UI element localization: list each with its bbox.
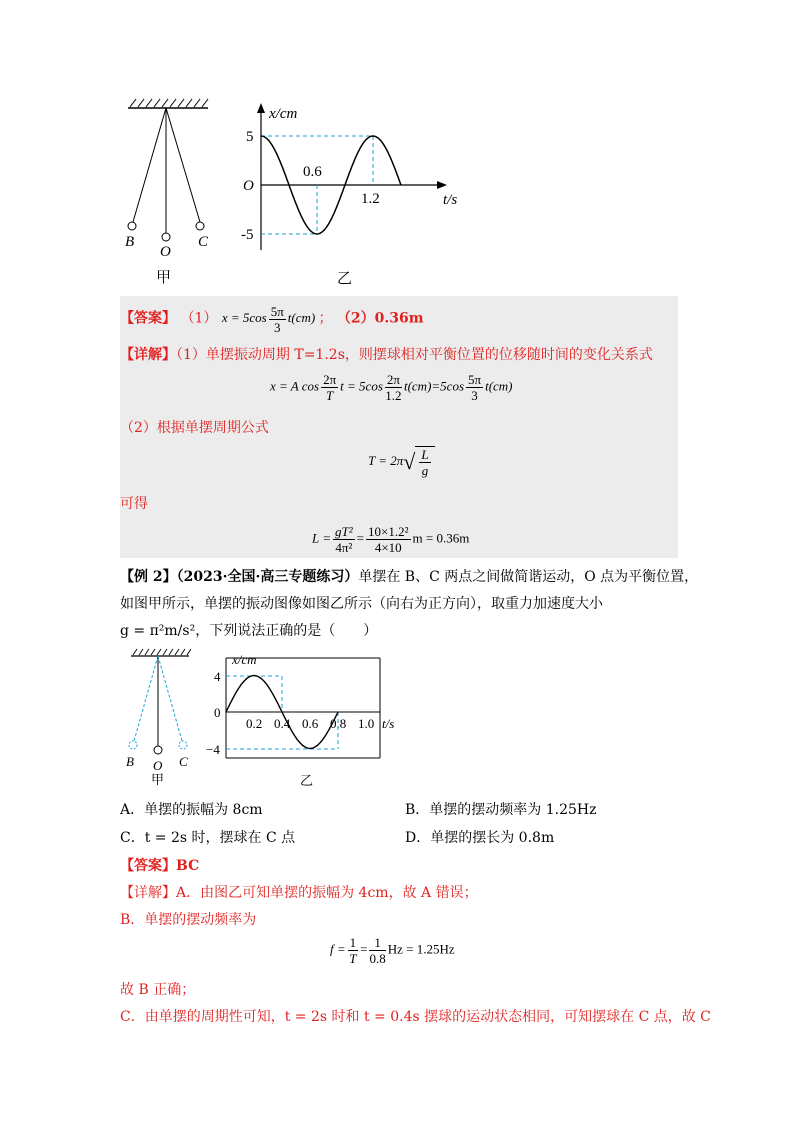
y-axis-label: x/cm [269, 106, 298, 122]
answer1-part2: （2）0.36m [336, 310, 424, 327]
example2-q2: 如图甲所示，单摆的振动图像如图乙所示（向右为正方向），取重力加速度大小 [120, 596, 603, 612]
eq2-n: L [421, 447, 429, 462]
eq3-a: L = [312, 530, 332, 546]
y-axis-label: x/cm [232, 652, 257, 667]
label-o: O [160, 244, 171, 260]
xtick-4: 1.0 [358, 716, 375, 731]
detail2-eq [330, 935, 455, 966]
option-a[interactable]: A．单摆的振幅为 8cm [120, 802, 263, 818]
bob-b [129, 741, 137, 749]
detail1-part2: （2）根据单摆周期公式 [120, 420, 269, 436]
string-b [133, 108, 166, 222]
eq2-d: g [421, 463, 429, 478]
ytick-neg: -5 [241, 227, 254, 243]
label-o: O [153, 758, 163, 773]
label-c: C [179, 754, 188, 769]
label-c: C [198, 234, 209, 250]
caption-yi: 乙 [337, 271, 353, 287]
xtick-2: 0.6 [302, 716, 319, 731]
x-axis-arrow [437, 181, 447, 189]
ytick-pos: 4 [214, 669, 221, 684]
eq1-a: x = A cos [270, 378, 320, 394]
bob-c [196, 222, 204, 230]
answer1-formula [221, 304, 319, 335]
eq1-f1n: 2π [323, 372, 337, 387]
caption-yi: 乙 [300, 773, 314, 788]
d2eq-f2n: 1 [369, 935, 385, 951]
detail1-eq2 [368, 446, 435, 478]
figure1-pendulum [120, 96, 220, 286]
example2-q1: 单摆在 B、C 两点之间做简谐运动，O 点为平衡位置， [358, 569, 699, 585]
eq3-f2d: 4×10 [374, 540, 402, 555]
xtick-3: 0.8 [330, 716, 347, 731]
figure2-graph [206, 650, 410, 790]
example2-line1 [120, 567, 698, 587]
detail1-label: 【详解】 [120, 347, 176, 363]
eq1-f3d: 3 [471, 388, 478, 403]
ceiling-hatch [133, 649, 191, 655]
label-b: B [125, 234, 135, 250]
d2eq-a: f = [330, 941, 346, 957]
eq1-f2d: 1.2 [385, 388, 402, 403]
answer1-frac-num: 5π [270, 304, 284, 319]
eq3-c: m = 0.36m [412, 530, 470, 546]
xtick-1: 0.4 [274, 716, 291, 731]
detail1-line [120, 345, 653, 365]
xticks [246, 716, 374, 731]
detail2-line2: B．单摆的摆动频率为 [120, 912, 257, 928]
xtick-1: 0.6 [303, 164, 322, 180]
origin-label: O [243, 178, 254, 194]
eq1-d: t(cm) [485, 378, 513, 394]
eq1-b: t = 5cos [340, 378, 383, 394]
eq3-f2n: 10×1.2² [368, 524, 409, 539]
string-c [166, 108, 200, 222]
ytick-zero: 0 [214, 705, 221, 720]
sqrt-sign: √ [403, 449, 416, 474]
string-c [158, 656, 182, 741]
detail2-line3: 故 B 正确； [120, 982, 196, 998]
eq1-f3n: 5π [468, 372, 482, 387]
xtick-2: 1.2 [361, 191, 380, 207]
d2eq-b: = [360, 941, 368, 957]
detail1-kede: 可得 [120, 496, 148, 512]
eq1-c: t(cm)=5cos [403, 378, 464, 394]
detail2-line1: 【详解】A．由图乙可知单摆的振幅为 4cm，故 A 错误； [120, 885, 478, 901]
figure1-graph [235, 100, 475, 290]
bob-o [162, 233, 170, 241]
detail1-eq3 [312, 524, 469, 555]
answer1-formula-rhs: t(cm) [287, 310, 316, 326]
d2eq-f1n: 1 [349, 935, 357, 950]
ytick-neg: −4 [206, 742, 220, 757]
answer1-formula-lhs: x = 5cos [221, 310, 267, 326]
ytick-pos: 5 [246, 129, 254, 145]
caption-jia: 甲 [156, 270, 172, 286]
eq2-a: T = 2π [368, 452, 404, 468]
caption-jia: 甲 [151, 772, 165, 787]
answer1-frac-den: 3 [273, 320, 281, 335]
xtick-0: 0.2 [246, 716, 263, 731]
option-d[interactable]: D．单摆的摆长为 0.8m [405, 830, 555, 846]
x-axis-label: t/s [443, 192, 458, 208]
d2eq-c: Hz = 1.25Hz [387, 941, 455, 957]
bob-c [179, 741, 187, 749]
example2-q3: g = π²m/s²，下列说法正确的是（ ） [120, 623, 378, 639]
d2eq-f1d: T [349, 951, 357, 966]
example2-label: 【例 2】 [120, 569, 177, 585]
option-c[interactable]: C．t = 2s 时，摆球在 C 点 [120, 830, 296, 846]
answer1-part1-num: （1） [180, 310, 218, 327]
eq3-f1n: gT² [335, 524, 353, 539]
answer2: 【答案】BC [120, 858, 200, 874]
detail1-text: （1）单摆振动周期 T=1.2s，则摆球相对平衡位置的位移随时间的变化关系式 [176, 347, 653, 363]
detail2-line4: C．由单摆的周期性可知，t = 2s 时和 t = 0.4s 摆球的运动状态相同，可知摆球在 C 点，故 C [120, 1009, 711, 1025]
detail1-eq1 [270, 372, 513, 403]
eq3-f1d: 4π² [335, 540, 353, 555]
answer1-sep: ； [318, 310, 333, 327]
answer1-label: 【答案】 [120, 310, 176, 327]
bob-o [154, 746, 162, 754]
x-axis-label: t/s [382, 716, 395, 731]
figure2-pendulum [125, 648, 205, 788]
y-axis-arrow [257, 103, 265, 113]
answer1-line [120, 304, 424, 335]
d2eq-f2d: 0.8 [369, 951, 386, 966]
example2-source: （2023·全国·高三专题练习） [176, 569, 359, 585]
label-b: B [126, 754, 134, 769]
string-b [134, 656, 158, 741]
eq1-f2n: 2π [386, 372, 400, 387]
bob-b [128, 222, 136, 230]
option-b[interactable]: B．单摆的摆动频率为 1.25Hz [405, 802, 597, 818]
ceiling-hatch [130, 99, 208, 107]
eq3-b: = [356, 530, 365, 546]
eq1-f1d: T [326, 388, 334, 403]
